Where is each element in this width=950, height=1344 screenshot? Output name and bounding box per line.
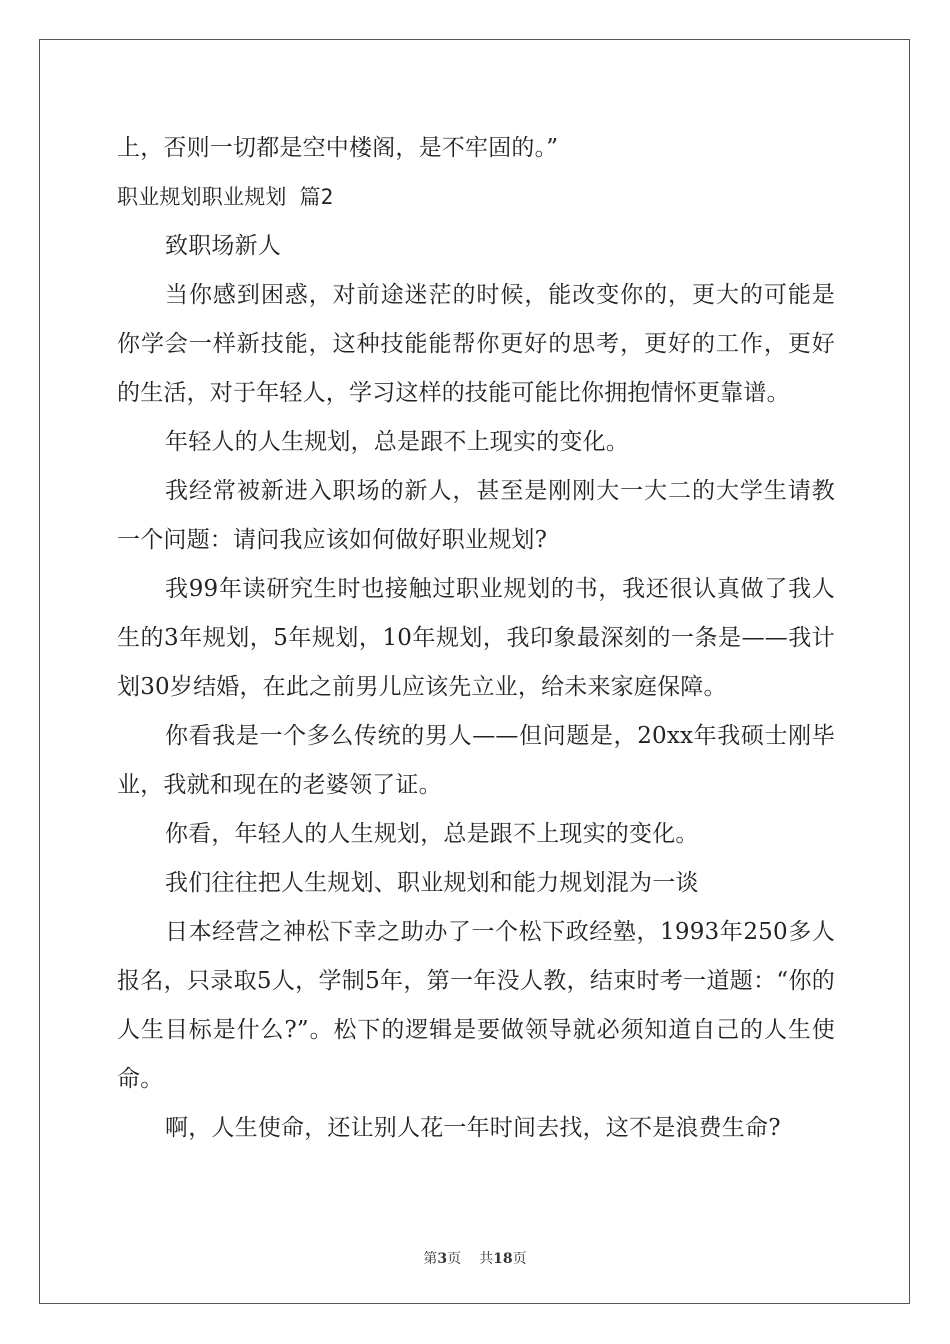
paragraph-6: 你看我是一个多么传统的男人——但问题是，20xx年我硕士刚毕业，我就和现在的老婆领了证。 [117, 723, 835, 798]
paragraph-subtitle: 致职场新人 [165, 233, 281, 259]
page-label-suffix: 页 [447, 1251, 462, 1267]
paragraph-10: 啊，人生使命，还让别人花一年时间去找，这不是浪费生命? [165, 1115, 781, 1141]
current-page-number: 3 [437, 1251, 448, 1267]
paragraph-7: 你看，年轻人的人生规划，总是跟不上现实的变化。 [165, 821, 699, 847]
section-heading: 职业规划职业规划 篇2 [117, 185, 334, 209]
total-pages-number: 18 [493, 1251, 513, 1267]
paragraph-1: 上，否则一切都是空中楼阁，是不牢固的。” [117, 135, 559, 161]
paragraph-5: 我99年读研究生时也接触过职业规划的书，我还很认真做了我人生的3年规划，5年规划，10年规划，我印象最深刻的一条是——我计划30岁结婚，在此之前男儿应该先立业，给未来家庭保障。 [117, 576, 835, 700]
paragraph-2: 当你感到困惑，对前途迷茫的时候，能改变你的，更大的可能是你学会一样新技能，这种技能能帮你更好的思考，更好的工作，更好的生活，对于年轻人，学习这样的技能可能比你拥抱情怀更靠谱。 [117, 282, 835, 406]
document-body [117, 124, 835, 1153]
page-footer [0, 1248, 950, 1268]
paragraph-3: 年轻人的人生规划，总是跟不上现实的变化。 [165, 429, 629, 455]
paragraph-8: 我们往往把人生规划、职业规划和能力规划混为一谈 [165, 870, 699, 896]
page-label-prefix: 第 [423, 1251, 438, 1267]
total-label-prefix: 共 [479, 1251, 494, 1267]
paragraph-9: 日本经营之神松下幸之助办了一个松下政经塾，1993年250多人报名，只录取5人，学制5年，第一年没人教，结束时考一道题：“你的人生目标是什么?”。松下的逻辑是要做领导就必须知道自己的人生使命。 [117, 919, 835, 1092]
paragraph-4: 我经常被新进入职场的新人，甚至是刚刚大一大二的大学生请教一个问题：请问我应该如何做好职业规划? [117, 478, 835, 553]
total-label-suffix: 页 [512, 1251, 527, 1267]
